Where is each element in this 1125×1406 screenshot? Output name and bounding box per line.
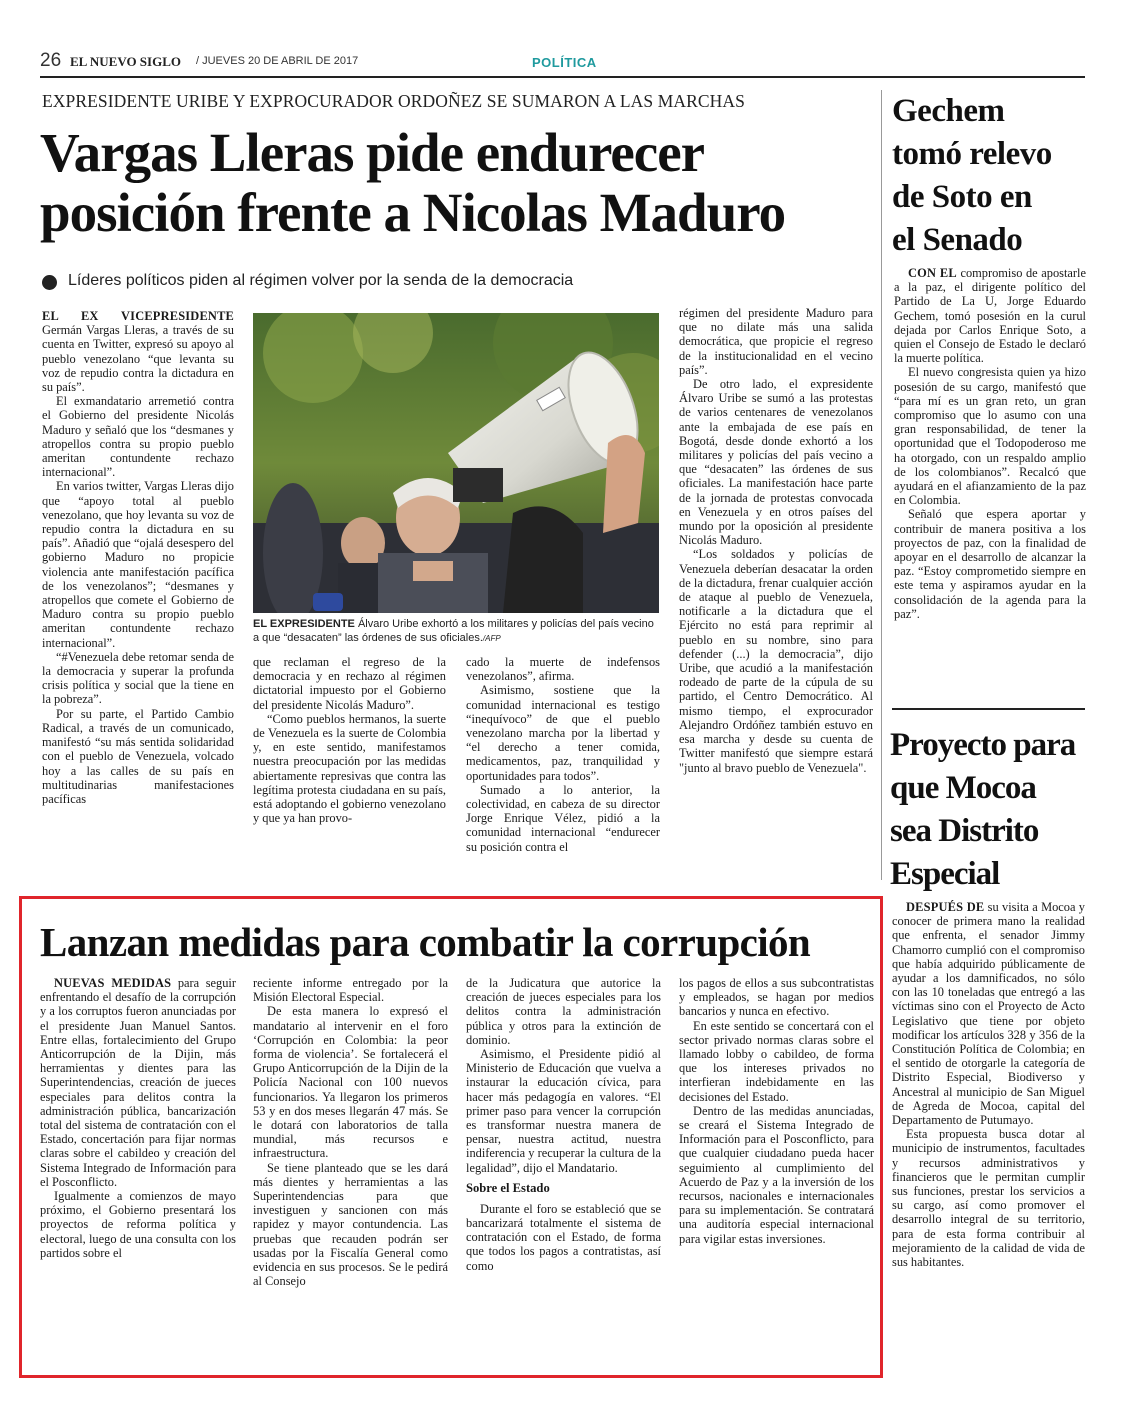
corruption-col3-p1: de la Judicatura que autorice la creación de jueces especiales para los delitos contra la administración pública y otros para la extinción de dominio. (466, 976, 661, 1047)
corruption-headline: Lanzan medidas para combatir la corrupción (40, 919, 811, 965)
main-col-3 (466, 655, 660, 854)
page-number: 26 (40, 50, 62, 71)
sidebar1-p1: CON EL compromiso de apostarle a la paz, el dirigente político del Partido de La U, Jorge Eduardo Gechem, tomó posesión en la curul dejada por Carlos Enrique Soto, a quien el Consejo de Estado le declaró la muerte política. (894, 266, 1086, 366)
sidebar1-headline-line3: de Soto en (892, 179, 1032, 215)
issue-date: / JUEVES 20 DE ABRIL DE 2017 (196, 55, 359, 67)
corruption-col4-p1: los pagos de ellos a sus subcontratistas y empleados, se hagan por medios bancarios y nunca en efectivo. (679, 976, 874, 1019)
lead-in: EL EX VICEPRESIDENTE (42, 309, 234, 323)
sidebar1-body (894, 266, 1086, 621)
main-col1-p2: El exmandatario arremetió contra el Gobierno del presidente Nicolás Maduro y señaló que los “desmanes y atropellos contra su propio pueblo ameritan contundente rechazo internacional”. (42, 394, 234, 480)
sidebar2-p2: Esta propuesta busca dotar al municipio de instrumentos, facultades y recursos administrativos y financieros que le permitan cumplir sus funciones, prestar los servicios a su cargo, así como promover el desarrollo integral de su territorio, para de esta forma contribuir al mejoramiento de la calidad de vida de sus habitantes. (892, 1127, 1085, 1270)
main-photo (253, 313, 659, 613)
sidebar2-headline (890, 724, 1090, 896)
main-headline (40, 123, 880, 243)
sidebar1-lead-in: CON EL (908, 266, 957, 280)
sidebar1-headline (892, 90, 1092, 262)
sidebar2-headline-line4: Especial (890, 856, 1000, 892)
corruption-col2-p3: Se tiene planteado que se les dará más dientes y herramientas a las Superintendencias para que investiguen y sancionen con más rapidez y mayor contundencia. Las pruebas que recauden podrán ser usadas por la Fiscalía General como evidencia en sus procesos. Se le pedirá al Consejo (253, 1160, 448, 1289)
main-subheadline (42, 272, 872, 294)
subheadline-text: Líderes políticos piden al régimen volver por la senda de la democracia (68, 272, 574, 289)
section-label: POLÍTICA (532, 55, 597, 70)
main-col1-p1: EL EX VICEPRESIDENTE Germán Vargas Lleras, a través de su cuenta en Twitter, expresó su apoyo al pueblo venezolano “que levanta su voz de repudio contra la dictadura en su país”. (42, 309, 234, 395)
sidebar2-headline-line1: Proyecto para (890, 727, 1076, 763)
corruption-col3-p3: Durante el foro se estableció que se bancarizará totalmente el sistema de contratación con el Estado, de forma que todos los pagos a contratistas, así como (466, 1201, 661, 1273)
main-col4-p3: “Los soldados y policías de Venezuela deberían desacatar la orden de la dictadura, frenar cualquier acción de ataque al pueblo de Venezuela, notificarle a la dictadura que el Ejército no está para reprimir al pueblo en su nombre, sino para defender (...) la democracia”, dijo Uribe, que acudió a la manifestación rodeado de parte de la cúpula de su partido, el Centro Democrático. Al mismo tiempo, el exprocurador Alejandro Ordóñez también estuvo en esa marcha y desde su cuenta de Twitter manifestó que siempre estará "junto al bravo pueblo de Venezuela". (679, 547, 873, 775)
corruption-lead-in: NUEVAS MEDIDAS (54, 976, 172, 990)
sidebar2-headline-line2: que Mocoa (890, 770, 1036, 806)
main-col2-p1: que reclaman el regreso de la democracia y en rechazo al régimen dictatorial impuesto por el Gobierno del presidente Nicolás Maduro”. (253, 655, 446, 712)
main-col1-p5: Por su parte, el Partido Cambio Radical, a través de un comunicado, manifestó “su más sentida solidaridad con el pueblo de Venezuela, volcado hoy a las calles de su país en multitudinarias manifestaciones pacíficas (42, 706, 234, 806)
corruption-col1-p1: NUEVAS MEDIDAS para seguir enfrentando el desafío de la corrupción y a los corruptos fueron anunciadas por el presidente Juan Manuel Santos. Entre ellas, fortalecimiento del Grupo Anticorrupción de la Dijin, más herramientas y dientes para las Superintendencias, creación de jueces especiales para delitos contra la administración pública, bancarización total del sistema de contratación con el Estado, concertación para fijar normas claras sobre el cabildeo y creación del Sistema Integrado de Información para el Posconflicto. (40, 976, 237, 1189)
sidebar-rule (892, 708, 1085, 710)
corruption-col-2 (253, 976, 448, 1288)
corruption-col-3 (466, 976, 661, 1273)
corruption-col2-p1: reciente informe entregado por la Misión Electoral Especial. (253, 976, 448, 1005)
main-col1-p4: “#Venezuela debe retomar senda de la democracia y superar la profunda crisis política y social que la tiene en la pobreza”. (42, 649, 234, 707)
sidebar1-headline-line2: tomó relevo (892, 136, 1052, 172)
main-headline-line1: Vargas Lleras pide endurecer (40, 122, 705, 183)
main-col2-p2: “Como pueblos hermanos, la suerte de Venezuela es la suerte de Colombia y, en este sentido, manifestamos nuestra preocupación por las medidas abiertamente represivas que contra las legítima protesta ciudadana en su país, está adoptando el gobierno venezolano y que ya han provo- (253, 711, 446, 826)
sidebar1-p2: El nuevo congresista quien ya hizo posesión de su cargo, manifestó que “para mí es un gran reto, un gran compromiso que lo asumo con una gran responsabilidad, de tener la oportunidad que el Todopoderoso me ha otorgado, con un respaldo amplio de los colombianos”. Recalcó que ayudará en el afianzamiento de la paz en Colombia. (894, 365, 1086, 508)
header-rule (40, 76, 1085, 78)
sidebar1-p3: Señaló que espera aportar y contribuir de manera positiva a los proyectos de paz, con la finalidad de apoyar en el desarrollo de alcanzar la paz. “Estoy comprometido siempre en este tema y aspiramos ayudar en la consolidación de la agenda para la paz”. (894, 507, 1086, 621)
sidebar1-headline-line4: el Senado (892, 222, 1023, 258)
corruption-col-1 (40, 976, 236, 1260)
main-col3-p1: cado la muerte de indefensos venezolanos”, afirma. (466, 655, 660, 684)
corruption-col2-p2: De esta manera lo expresó el mandatario al intervenir en el foro ‘Corrupción en Colombia: la peor forma de violencia’. Se fortalecerá el Grupo Anticorrupción de la Dijin de la Policía Nacional con 100 nuevos funcionarios. Ya llegaron los primeros 53 y en dos meses llegarán 47 más. Se le dotará con laboratorios de talla mundial, más recursos e infraestructura. (253, 1004, 448, 1161)
main-kicker: EXPRESIDENTE URIBE Y EXPROCURADOR ORDOÑEZ SE SUMARON A LAS MARCHAS (42, 91, 745, 111)
caption-text: Álvaro Uribe exhortó a los militares y policías del país vecino a que “desacaten” las órdenes de sus oficiales. (253, 618, 654, 644)
corruption-col1-p2: Igualmente a comienzos de mayo próximo, el Gobierno presentará los proyectos de reforma política y electoral, luego de una consulta con los partidos sobre el (40, 1189, 236, 1260)
main-col-2 (253, 655, 446, 825)
main-col-4 (679, 306, 873, 775)
column-divider (881, 90, 882, 880)
sidebar2-body (892, 900, 1085, 1269)
sidebar1-headline-line1: Gechem (892, 93, 1005, 129)
main-col3-p3: Sumado a lo anterior, la colectividad, en cabeza de su director Jorge Enrique Vélez, pidió a la comunidad internacional “endurecer su posición contra el (466, 782, 660, 854)
paper-name: EL NUEVO SIGLO (70, 54, 181, 69)
corruption-col4-p2: En este sentido se concertará con el sector privado normas claras sobre el llamado lobby o cabildeo, de forma que los intereses privados no interfieran indebidamente en las decisiones del Estado. (679, 1018, 874, 1104)
corruption-col4-p3: Dentro de las medidas anunciadas, se creará el Sistema Integrado de Información para el Posconflicto, para que cualquier ciudadano pueda hacer seguimiento al cumplimiento del Acuerdo de Paz y a la inversión de los recursos, nacionales e internacionales para su implementación. Se contratará una auditoría especial internacional para vigilar estas inversiones. (679, 1103, 874, 1246)
photo-caption (253, 617, 659, 646)
main-col1-p3: En varios twitter, Vargas Lleras dijo que “apoyo total al pueblo venezolano, que hoy levanta su voz de repudio contra la dictadura en su país”. Añadió que “ojalá desespero del gobierno Maduro no propicie violencia ante manifestación pacífica de los venezolanos”; “desmanes y atropellos que comete el Gobierno de Maduro contra su propio pueblo ameritan contundente rechazo internacional”. (42, 479, 234, 650)
photo-credit: /AFP (482, 634, 501, 643)
main-col4-p1: régimen del presidente Maduro para que no dilate más una salida democrática, que propicie el regreso de la institucionalidad en el vecino país”. (679, 306, 873, 377)
bullet-icon (42, 275, 57, 290)
caption-lead: EL EXPRESIDENTE (253, 618, 355, 630)
corruption-col3-p2: Asimismo, el Presidente pidió al Ministerio de Educación que vuelva a instaurar la educación cívica, para hacer más pedagogía en valores. “El primer paso para vencer la corrupción es transformar nuestra manera de pensar, nuestra actitud, nuestra indiferencia y recuperar la cultura de la legalidad”, dijo el Mandatario. (466, 1047, 661, 1175)
page-header (40, 50, 1085, 74)
sidebar2-headline-line3: sea Distrito (890, 813, 1039, 849)
main-col4-p2: De otro lado, el expresidente Álvaro Uribe se sumó a las protestas de varios centenares de venezolanos ante la embajada de ese país en Bogotá, desde donde exhortó a los militares y policías del país vecino a que “desacaten” las órdenes de sus oficiales. La manifestación hace parte de la jornada de protestas convocada en Venezuela y en otros países del mundo por la oposición al presidente Nicolás Maduro. (679, 377, 873, 548)
main-headline-line2: posición frente a Nicolas Maduro (40, 182, 786, 243)
main-col3-p2: Asimismo, sostiene que la comunidad internacional es testigo “inequívoco” de que el pueblo venezolano marcha por la libertad y “el derecho a tener comida, medicamentos, paz, tranquilidad y oportunidades para todos”. (466, 683, 660, 783)
corruption-col-4 (679, 976, 874, 1246)
main-col-1 (42, 309, 234, 806)
sidebar2-p1: DESPUÉS DE su visita a Mocoa y conocer de primera mano la realidad que enfrenta, el senador Jimmy Chamorro cumplió con el compromiso que había adquirido públicamente de ayudar a los damnificados, no sólo con las 10 toneladas que entregó a las víctimas sino con el Proyecto de Acto Legislativo que tiene por objeto modificar los artículos 328 y 356 de la Constitución Política de Colombia; en el sentido de otorgarle la categoría de Distrito Especial, Biodiverso y Ancestral al municipio de San Miguel de Agreda de Mocoa, capital del Departamento de Putumayo. (892, 900, 1086, 1128)
sidebar2-lead-in: DESPUÉS DE (906, 900, 985, 914)
corruption-subhead: Sobre el Estado (466, 1180, 550, 1195)
